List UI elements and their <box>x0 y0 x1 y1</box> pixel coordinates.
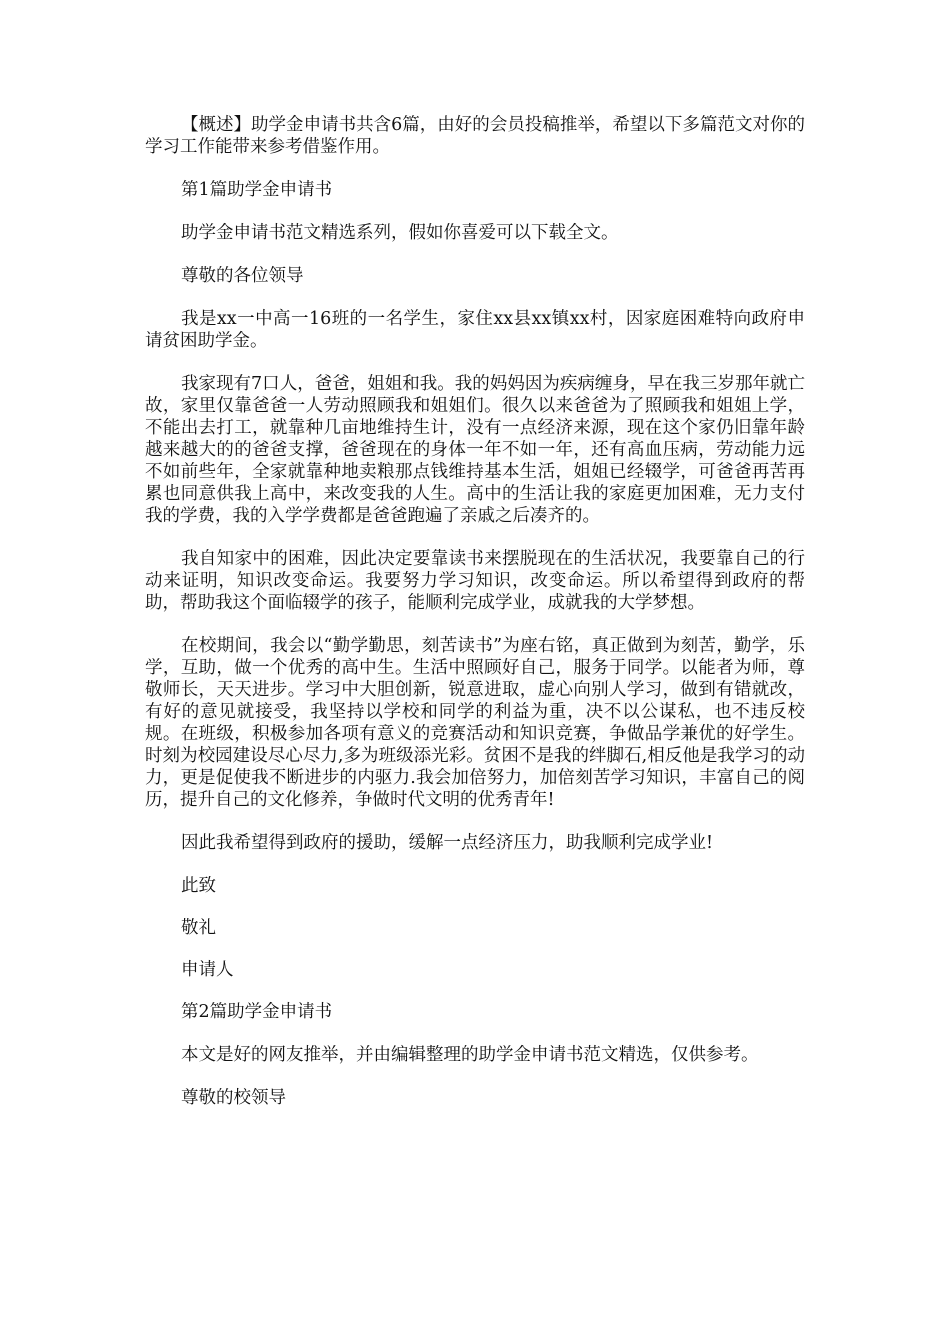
intro-paragraph: 助学金申请书范文精选系列，假如你喜爱可以下载全文。 <box>181 223 619 243</box>
intro-paragraph: 本文是好的网友推举，并由编辑整理的助学金申请书范文精选，仅供参考。 <box>181 1045 759 1065</box>
closing-line: 此致 <box>181 876 216 896</box>
salutation: 尊敬的各位领导 <box>181 266 304 286</box>
document-body <box>145 114 805 1130</box>
body-paragraph: 因此我希望得到政府的援助，缓解一点经济压力，助我顺利完成学业! <box>181 833 714 853</box>
section-heading-2: 第2篇助学金申请书 <box>181 1002 333 1022</box>
body-paragraph: 我自知家中的困难，因此决定要靠读书来摆脱现在的生活状况，我要靠自己的行动来证明，知识改变命运。我要努力学习知识，改变命运。所以希望得到政府的帮助，帮助我这个面临辍学的孩子，能顺利完成学业，成就我的大学梦想。 <box>145 549 805 613</box>
body-paragraph: 我家现有7口人，爸爸，姐姐和我。我的妈妈因为疾病缠身，早在我三岁那年就亡故，家里仅靠爸爸一人劳动照顾我和姐姐们。很久以来爸爸为了照顾我和姐姐上学，不能出去打工，就靠种几亩地维持生计，没有一点经济来源，现在这个家仍旧靠年龄越来越大的的爸爸支撑，爸爸现在的身体一年不如一年，还有高血压病，劳动能力远不如前些年，全家就靠种地卖粮那点钱维持基本生活，姐姐已经辍学，可爸爸再苦再累也同意供我上高中，来改变我的人生。高中的生活让我的家庭更加困难，无力支付我的学费，我的入学学费都是爸爸跑遍了亲戚之后凑齐的。 <box>145 374 805 526</box>
salutation: 尊敬的校领导 <box>181 1088 286 1108</box>
section-heading-1: 第1篇助学金申请书 <box>181 180 333 200</box>
body-paragraph: 我是xx一中高一16班的一名学生，家住xx县xx镇xx村，因家庭困难特向政府申请贫困助学金。 <box>145 309 805 351</box>
summary-paragraph: 【概述】助学金申请书共含6篇，由好的会员投稿推举，希望以下多篇范文对你的学习工作能带来参考借鉴作用。 <box>145 115 805 157</box>
body-paragraph: 在校期间，我会以“勤学勤思，刻苦读书”为座右铭，真正做到为刻苦，勤学，乐学，互助，做一个优秀的高中生。生活中照顾好自己，服务于同学。以能者为师，尊敬师长，天天进步。学习中大胆创新，锐意进取，虚心向别人学习，做到有错就改，有好的意见就接受，我坚持以学校和同学的利益为重，决不以公谋私，也不违反校规。在班级，积极参加各项有意义的竞赛活动和知识竞赛，争做品学兼优的好学生。时刻为校园建设尽心尽力,多为班级添光彩。贫困不是我的绊脚石,相反他是我学习的动力，更是促使我不断进步的内驱力.我会加倍努力，加倍刻苦学习知识，丰富自己的阅历，提升自己的文化修养，争做时代文明的优秀青年! <box>145 636 805 810</box>
applicant-signature: 申请人 <box>181 960 234 980</box>
closing-regards: 敬礼 <box>181 918 216 938</box>
